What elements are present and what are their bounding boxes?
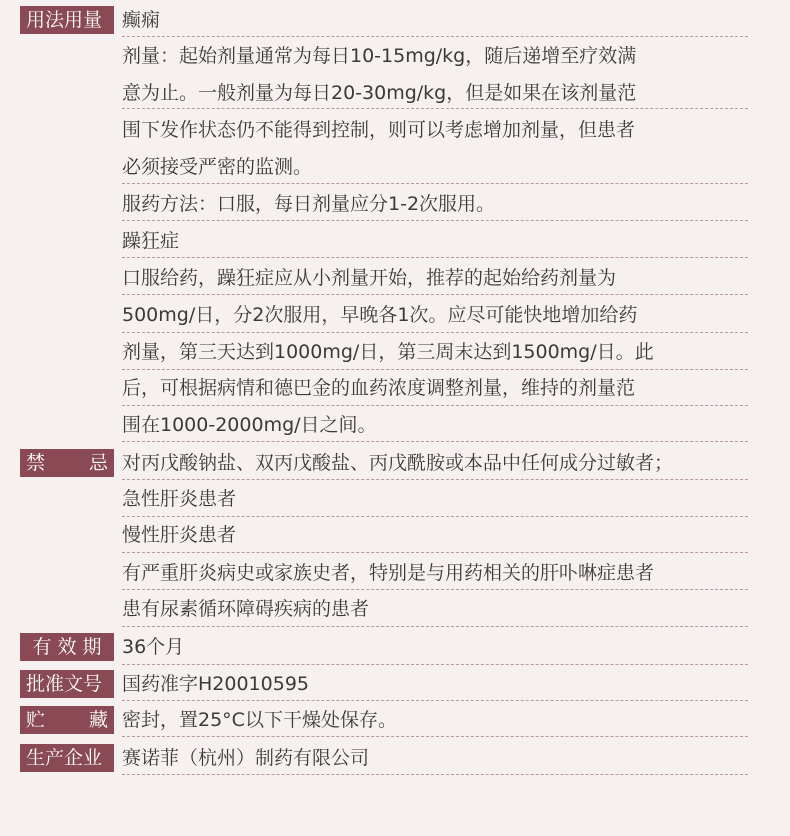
usage-label xyxy=(20,6,114,34)
divider xyxy=(122,369,748,370)
divider xyxy=(122,36,748,37)
usage-dose-line-2: 意为止。一般剂量为每日20-30mg/kg，但是如果在该剂量范 xyxy=(122,82,637,104)
divider xyxy=(122,479,748,480)
contraindication-item: 对丙戊酸钠盐、双丙戊酸盐、丙戊酰胺或本品中任何成分过敏者； xyxy=(122,452,674,474)
contraindication-item: 有严重肝炎病史或家族史者，特别是与用药相关的肝卟啉症患者 xyxy=(122,562,655,584)
usage-dose-line-3: 围下发作状态仍不能得到控制，则可以考虑增加剂量，但患者 xyxy=(122,119,636,141)
divider xyxy=(122,441,748,442)
divider xyxy=(122,516,748,517)
usage-mania-line-2: 500mg/日，分2次服用，早晚各1次。应尽可能快地增加给药 xyxy=(122,304,638,326)
divider xyxy=(122,736,748,737)
usage-dose-line-1: 剂量：起始剂量通常为每日10-15mg/kg，随后递增至疗效满 xyxy=(122,45,637,67)
contraindication-item: 急性肝炎患者 xyxy=(122,488,237,510)
contraindications-label-char-2: 忌 xyxy=(88,452,108,474)
divider xyxy=(122,552,748,553)
usage-method: 服药方法：口服，每日剂量应分1-2次服用。 xyxy=(122,193,496,215)
storage-value: 密封，置25°C以下干燥处保存。 xyxy=(122,709,397,731)
usage-mania-line-5: 围在1000-2000mg/日之间。 xyxy=(122,414,377,436)
storage-label-char-1: 贮 xyxy=(26,709,46,731)
divider xyxy=(122,183,748,184)
approval-number: 国药准字H20010595 xyxy=(122,673,309,695)
manufacturer-value: 赛诺菲（杭州）制药有限公司 xyxy=(122,747,370,769)
divider xyxy=(122,294,748,295)
divider xyxy=(122,332,748,333)
divider xyxy=(122,664,748,665)
usage-mania-line-3: 剂量，第三天达到1000mg/日，第三周末达到1500mg/日。此 xyxy=(122,341,654,363)
usage-label-text: 用法用量 xyxy=(26,9,103,31)
validity-label-text: 有 效 期 xyxy=(32,636,102,658)
contraindications-label-char-1: 禁 xyxy=(26,452,46,474)
divider xyxy=(122,405,748,406)
validity-value: 36个月 xyxy=(122,636,185,658)
usage-heading-epilepsy: 癫痫 xyxy=(122,9,161,31)
validity-label xyxy=(20,633,114,661)
divider xyxy=(122,108,748,109)
contraindication-item: 慢性肝炎患者 xyxy=(122,524,237,546)
usage-heading-mania: 躁狂症 xyxy=(122,230,180,252)
divider xyxy=(122,257,748,258)
divider xyxy=(122,700,748,701)
approval-label-text: 批准文号 xyxy=(26,673,103,695)
storage-label-char-2: 藏 xyxy=(88,709,108,731)
storage-label xyxy=(20,706,114,734)
divider xyxy=(122,626,748,627)
contraindication-item: 患有尿素循环障碍疾病的患者 xyxy=(122,598,370,620)
divider xyxy=(122,220,748,221)
manufacturer-label xyxy=(20,744,114,772)
contraindications-label xyxy=(20,449,114,477)
divider xyxy=(122,774,748,775)
usage-mania-line-4: 后，可根据病情和德巴金的血药浓度调整剂量，维持的剂量范 xyxy=(122,377,636,399)
approval-label xyxy=(20,670,114,698)
usage-dose-line-4: 必须接受严密的监测。 xyxy=(122,156,313,178)
manufacturer-label-text: 生产企业 xyxy=(26,747,103,769)
usage-mania-line-1: 口服给药，躁狂症应从小剂量开始，推荐的起始给药剂量为 xyxy=(122,267,617,289)
divider xyxy=(122,589,748,590)
